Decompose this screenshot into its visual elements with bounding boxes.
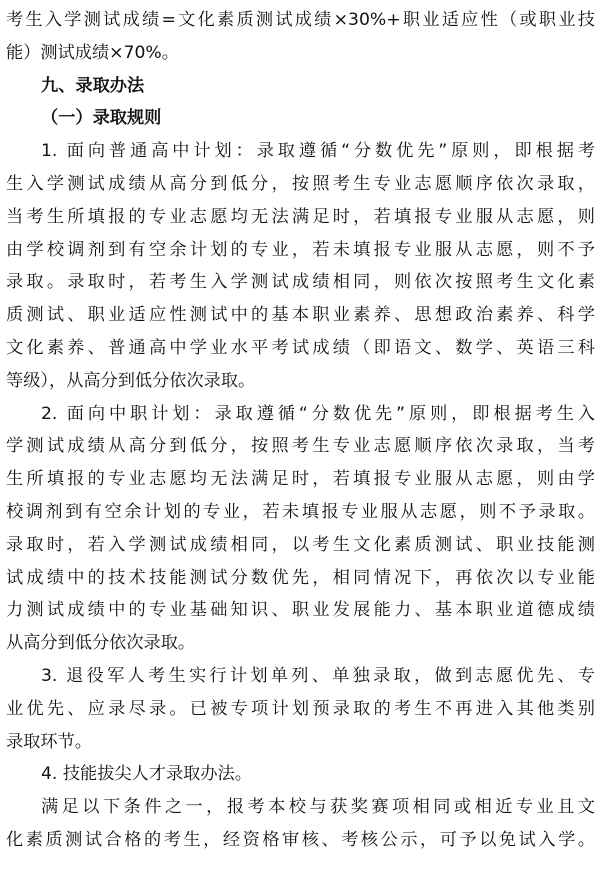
text-line: 文化素养、普通高中学业水平考试成绩（即语文、数学、英语三科: [6, 337, 595, 358]
text-line: 生入学测试成绩从高分到低分，按照考生专业志愿顺序依次录取，: [6, 173, 595, 194]
text-line: 质测试、职业适应性测试中的基本职业素养、思想政治素养、科学: [6, 305, 595, 326]
text-line: 能）测试成绩×70%。: [6, 42, 179, 63]
text-line: 4. 技能拔尖人才录取办法。: [41, 764, 252, 785]
text-line: 等级），从高分到低分依次录取。: [6, 370, 256, 391]
text-line: 从高分到低分依次录取。: [6, 633, 196, 654]
text-line: 学测试成绩从高分到低分，按照考生专业志愿顺序依次录取，当考: [6, 436, 595, 457]
text-line: 2. 面向中职计划：录取遵循“分数优先”原则，即根据考生入: [41, 403, 595, 424]
text-line: 录取时，若入学测试成绩相同，以考生文化素质测试、职业技能测: [6, 534, 595, 555]
text-line: 当考生所填报的专业志愿均无法满足时，若填报专业服从志愿，则: [6, 206, 595, 227]
text-line: 满足以下条件之一，报考本校与获奖赛项相同或相近专业且文: [41, 797, 595, 818]
text-line: 生所填报的专业志愿均无法满足时，若填报专业服从志愿，则由学: [6, 469, 595, 490]
text-line: 力测试成绩中的专业基础知识、职业发展能力、基本职业道德成绩: [6, 600, 595, 621]
section-9-title: 九、录取办法: [41, 75, 145, 96]
text-line: 试成绩中的技术技能测试分数优先，相同情况下，再依次以专业能: [6, 567, 595, 588]
text-line: 考生入学测试成绩=文化素质测试成绩×30%+职业适应性（或职业技: [6, 10, 595, 30]
text-line: 化素质测试合格的考生，经资格审核、考核公示，可予以免试入学。: [6, 829, 595, 850]
paragraph-rule-3: [6, 660, 595, 758]
paragraph-formula: [6, 4, 595, 70]
paragraph-rule-4: [6, 758, 595, 791]
section-heading: [6, 70, 595, 103]
subsection-heading: [6, 102, 595, 135]
text-line: 校调剂到有空余计划的专业，若未填报专业服从志愿，则不予录取。: [6, 501, 595, 522]
paragraph-rule-2: [6, 398, 595, 660]
paragraph-rule-1: [6, 135, 595, 397]
paragraph-rule-4-body: [6, 791, 595, 857]
text-line: 业优先、应录尽录。已被专项计划预录取的考生不再进入其他类别: [6, 698, 595, 719]
text-line: 3. 退役军人考生实行计划单列、单独录取，做到志愿优先、专: [41, 665, 595, 686]
text-line: 录取。录取时，若考生入学测试成绩相同，则依次按照考生文化素: [6, 272, 595, 293]
text-line: 1. 面向普通高中计划：录取遵循“分数优先”原则，即根据考: [41, 141, 595, 162]
text-line: 由学校调剂到有空余计划的专业，若未填报专业服从志愿，则不予: [6, 239, 595, 260]
text-line: 录取环节。: [6, 731, 92, 752]
subsection-1-title: （一）录取规则: [41, 108, 162, 129]
